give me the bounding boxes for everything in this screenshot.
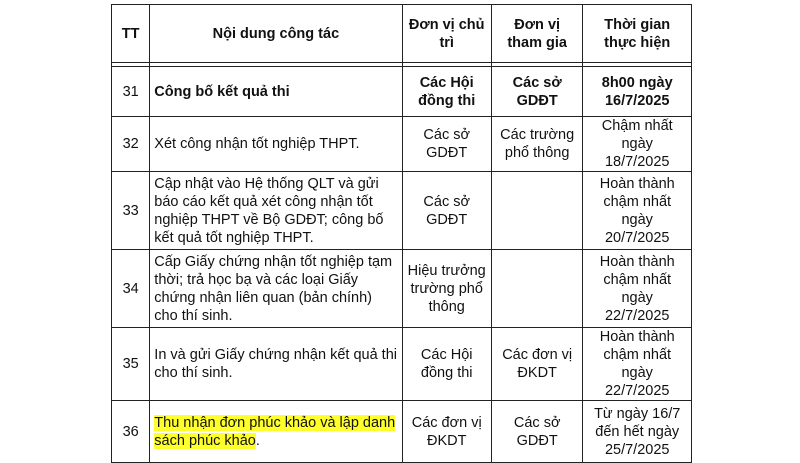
- table-row: [112, 401, 692, 463]
- schedule-table: [111, 4, 692, 463]
- row-participant: Các sở GDĐT: [491, 401, 583, 463]
- row-content: Công bố kết quả thi: [150, 67, 402, 117]
- row-content: In và gửi Giấy chứng nhận kết quả thi cho thí sinh.: [150, 328, 402, 401]
- row-tt: 36: [112, 401, 150, 463]
- row-tt: 34: [112, 250, 150, 328]
- row-host: Hiệu trưởng trường phổ thông: [402, 250, 491, 328]
- content-suffix: .: [255, 432, 260, 449]
- row-host: Các sở GDĐT: [402, 117, 491, 172]
- row-tt: 33: [112, 172, 150, 250]
- row-time: Chậm nhất ngày 18/7/2025: [583, 117, 692, 172]
- table-row: [112, 172, 692, 250]
- row-participant: Các trường phổ thông: [491, 117, 583, 172]
- table-row: [112, 117, 692, 172]
- row-participant: [491, 250, 583, 328]
- row-tt: 35: [112, 328, 150, 401]
- table-row: [112, 67, 692, 117]
- table-header-row: [112, 5, 692, 63]
- row-host: Các sở GDĐT: [402, 172, 491, 250]
- row-time: Hoàn thành chậm nhất ngày 22/7/2025: [583, 328, 692, 401]
- header-tt: TT: [112, 5, 150, 63]
- row-time: 8h00 ngày 16/7/2025: [583, 67, 692, 117]
- row-tt: 31: [112, 67, 150, 117]
- highlighted-text: Thu nhận đơn phúc khảo và lập danh sách phúc khảo: [154, 414, 396, 449]
- row-participant: Các đơn vị ĐKDT: [491, 328, 583, 401]
- row-time: Hoàn thành chậm nhất ngày 20/7/2025: [583, 172, 692, 250]
- table-row: [112, 250, 692, 328]
- row-tt: 32: [112, 117, 150, 172]
- row-host: Các đơn vị ĐKDT: [402, 401, 491, 463]
- row-content: Xét công nhận tốt nghiệp THPT.: [150, 117, 402, 172]
- row-content: Cập nhật vào Hệ thống QLT và gửi báo cáo kết quả xét công nhận tốt nghiệp THPT về Bộ GDĐT; công bố kết quả tốt nghiệp THPT.: [150, 172, 402, 250]
- row-content-highlighted: [150, 401, 402, 463]
- header-participant: Đơn vị tham gia: [491, 5, 583, 63]
- row-time: Hoàn thành chậm nhất ngày 22/7/2025: [583, 250, 692, 328]
- row-host: Các Hội đồng thi: [402, 67, 491, 117]
- row-time: Từ ngày 16/7 đến hết ngày 25/7/2025: [583, 401, 692, 463]
- table-row: [112, 328, 692, 401]
- header-time: Thời gian thực hiện: [583, 5, 692, 63]
- header-content: Nội dung công tác: [150, 5, 402, 63]
- row-participant: [491, 172, 583, 250]
- row-content: Cấp Giấy chứng nhận tốt nghiệp tạm thời; trả học bạ và các loại Giấy chứng nhận liên quan (bản chính) cho thí sinh.: [150, 250, 402, 328]
- header-host: Đơn vị chủ trì: [402, 5, 491, 63]
- row-host: Các Hội đồng thi: [402, 328, 491, 401]
- row-participant: Các sở GDĐT: [491, 67, 583, 117]
